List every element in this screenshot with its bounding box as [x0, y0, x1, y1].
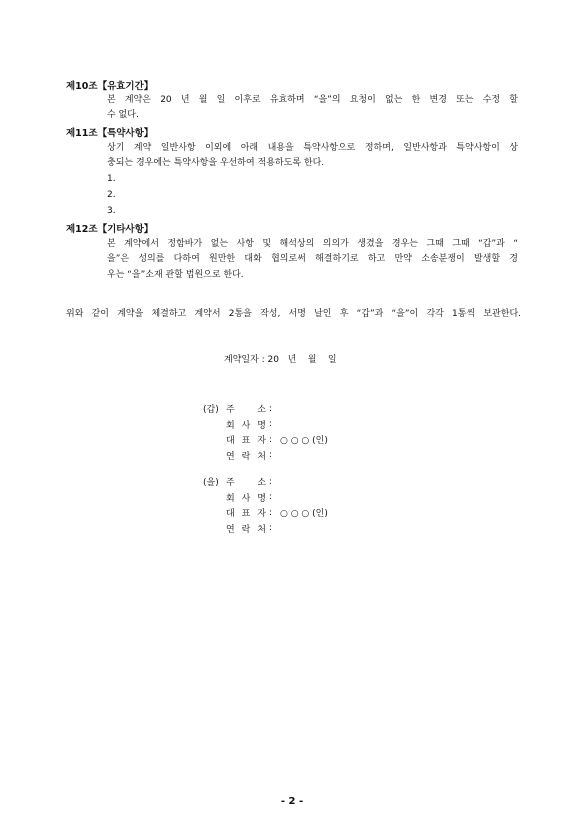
- article-12-line-2: 을”은 성의를 다하여 원만한 대화 협의로써 해결하기로 하고 만약 소송분쟁이 발생할 경: [107, 254, 518, 264]
- field-label-company: 회 사 명: [226, 493, 266, 504]
- article-12-line-1: 본 계약에서 정함바가 없는 사항 및 해석상의 의의가 생겼을 경우는 그때 그때 “갑”과 “: [107, 239, 518, 249]
- closing-statement: 위와 같이 계약을 체결하고 계약서 2통을 작성, 서명 날인 후 “갑”과 “을”이 각각 1통씩 보관한다.: [66, 309, 521, 319]
- article-11-item-3: 3.: [107, 206, 116, 216]
- colon: :: [266, 434, 272, 445]
- article-12-line-3: 우는 “을”소재 관할 법원으로 한다.: [107, 270, 244, 280]
- party-b-ceo-row: [203, 505, 328, 521]
- party-a-block: [203, 401, 328, 463]
- article-12-title: 제12조【기타사항】: [66, 224, 154, 235]
- colon: :: [266, 492, 272, 503]
- article-10-line-1: 본 계약은 20 년 월 일 이후로 유효하며 “을”의 요청이 없는 한 변경 또는 수정 할: [107, 95, 518, 105]
- article-11-item-1: 1.: [107, 174, 116, 184]
- party-a-contact-row: [203, 448, 328, 464]
- party-b-contact-row: [203, 521, 328, 537]
- colon: :: [266, 450, 272, 461]
- article-11-line-1: 상기 계약 일반사항 이외에 아래 내용을 특약사항으로 정하며, 일반사항과 특약사항이 상: [107, 143, 518, 153]
- field-label-ceo: 대 표 자: [226, 509, 266, 520]
- party-b-block: [203, 474, 328, 536]
- party-a-address-row: [203, 401, 328, 417]
- field-label-contact: 연 락 처: [226, 524, 266, 535]
- article-10-title: 제10조【유효기간】: [66, 81, 154, 92]
- contract-date: 계약일자 : 20 년 월 일: [224, 355, 337, 365]
- party-a-ceo-value: ○ ○ ○ (인): [280, 436, 328, 447]
- field-label-address: 주 소: [226, 405, 266, 416]
- article-11-title: 제11조【특약사항】: [66, 128, 154, 139]
- party-a-label: (갑): [203, 405, 219, 416]
- party-b-label: (을): [203, 478, 219, 489]
- colon: :: [266, 523, 272, 534]
- field-label-ceo: 대 표 자: [226, 436, 266, 447]
- party-a-ceo-row: [203, 432, 328, 448]
- party-b-ceo-value: ○ ○ ○ (인): [280, 509, 328, 520]
- field-label-address: 주 소: [226, 478, 266, 489]
- party-b-company-row: [203, 490, 328, 506]
- field-label-company: 회 사 명: [226, 420, 266, 431]
- article-10-line-2: 수 없다.: [107, 110, 139, 120]
- colon: :: [266, 476, 272, 487]
- field-label-contact: 연 락 처: [226, 451, 266, 462]
- party-b-address-row: [203, 474, 328, 490]
- colon: :: [266, 419, 272, 430]
- article-11-line-2: 충되는 경우에는 특약사항을 우선하여 적용하도록 한다.: [107, 158, 325, 168]
- colon: :: [266, 507, 272, 518]
- page-number: - 2 -: [280, 796, 304, 807]
- colon: :: [266, 403, 272, 414]
- party-a-company-row: [203, 417, 328, 433]
- article-11-item-2: 2.: [107, 190, 116, 200]
